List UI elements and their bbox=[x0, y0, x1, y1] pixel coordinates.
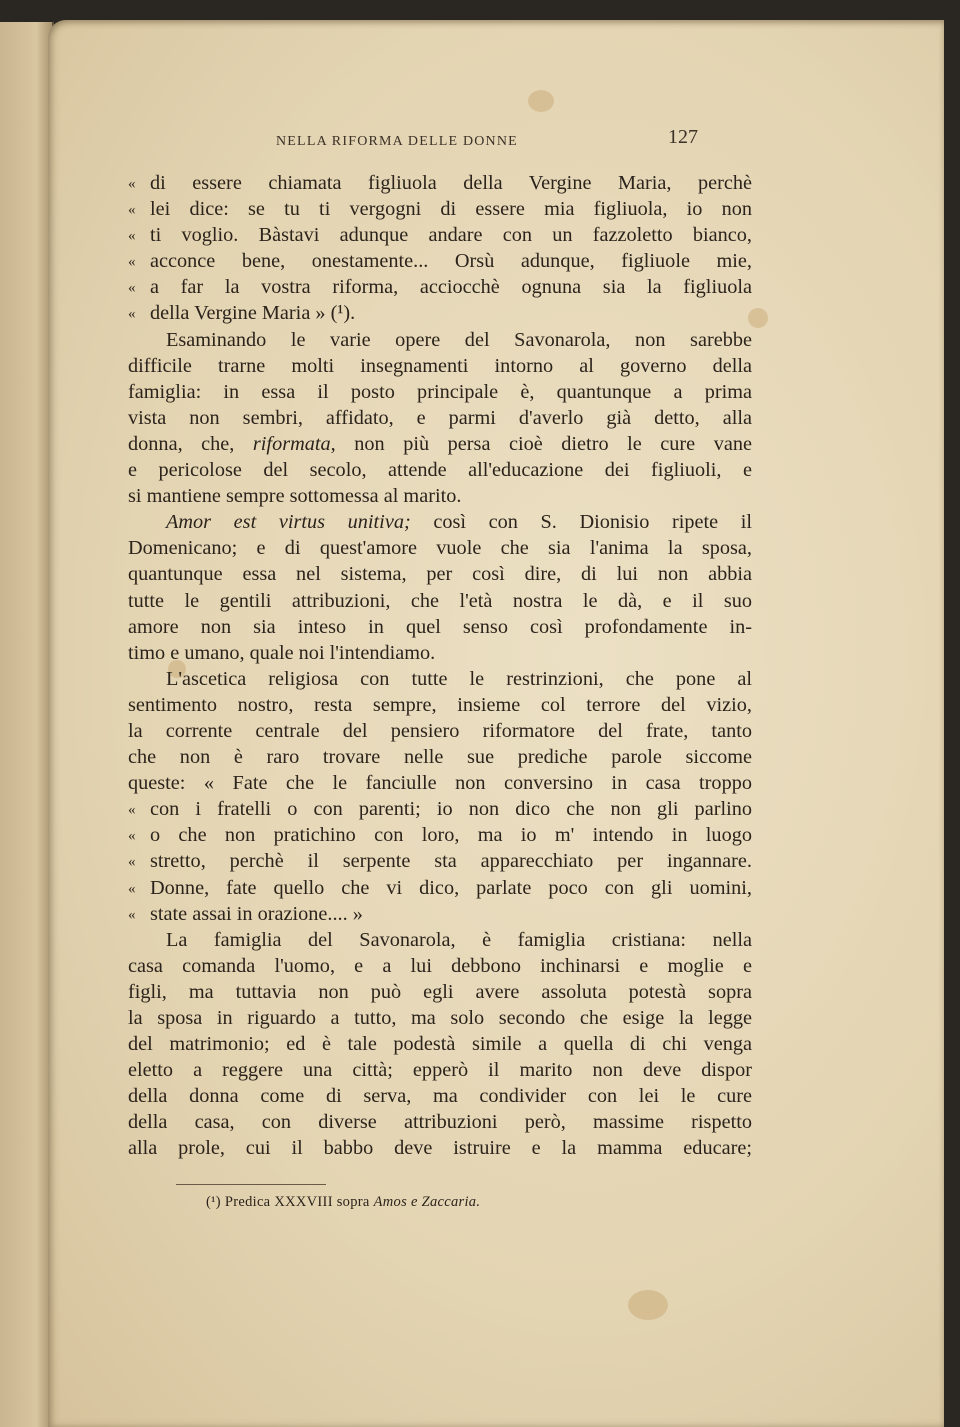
text-line: che non è raro trovare nelle sue prediche parole siccome bbox=[128, 746, 752, 769]
quote-mark: « bbox=[128, 880, 136, 897]
text-line: « state assai in orazione.... » bbox=[128, 901, 752, 927]
text-line: della casa, con diverse attribuzioni però, massime rispetto bbox=[128, 1111, 752, 1134]
text-line: casa comanda l'uomo, e a lui debbono inchinarsi e moglie e bbox=[128, 954, 752, 977]
text-line: « acconce bene, onestamente... Orsù adunque, figliuole mie, bbox=[128, 248, 752, 274]
text-line: « Donne, fate quello che vi dico, parlate poco con gli uomini, bbox=[128, 875, 752, 901]
text-line: « ti voglio. Bàstavi adunque andare con un fazzoletto bianco, bbox=[128, 222, 752, 248]
text-line: amore non sia inteso in quel senso così profondamente in- bbox=[128, 615, 752, 638]
text-line: « lei dice: se tu ti vergogni di essere mia figliuola, io non bbox=[128, 196, 752, 222]
text-line: « di essere chiamata figliuola della Vergine Maria, perchè bbox=[128, 170, 752, 196]
footnote-marker: (¹) bbox=[206, 1194, 221, 1210]
text-line: Amor est virtus unitiva; così con S. Dionisio ripete il bbox=[166, 511, 752, 534]
text-line: famiglia: in essa il posto principale è, quantunque a prima bbox=[128, 380, 752, 403]
text-line: Domenicano; e di quest'amore vuole che sia l'anima la sposa, bbox=[128, 537, 752, 560]
quote-mark: « bbox=[128, 228, 136, 245]
text-line: L'ascetica religiosa con tutte le restrinzioni, che pone al bbox=[166, 667, 752, 690]
quote-mark: « bbox=[128, 306, 136, 323]
quote-mark: « bbox=[128, 176, 136, 192]
text-line: tutte le gentili attribuzioni, che l'età nostra le dà, e il suo bbox=[128, 589, 752, 612]
footnote-rule bbox=[176, 1184, 326, 1185]
text-line: del matrimonio; ed è tale podestà simile a quella di chi venga bbox=[128, 1033, 752, 1056]
text-line: la corrente centrale del pensiero riformatore del frate, tanto bbox=[128, 719, 752, 742]
facing-page-edge bbox=[0, 22, 54, 1427]
footnote bbox=[206, 1194, 480, 1211]
text-line: alla prole, cui il babbo deve istruire e la mamma educare; bbox=[128, 1137, 752, 1160]
quote-mark: « bbox=[128, 202, 136, 219]
quote-mark: « bbox=[128, 854, 136, 871]
foxing-spot bbox=[528, 90, 554, 112]
page-header bbox=[0, 114, 960, 154]
body-text bbox=[128, 170, 752, 1162]
text-line: « o che non pratichino con loro, ma io m' intendo in luogo bbox=[128, 822, 752, 848]
quote-mark: « bbox=[128, 906, 136, 923]
text-line: vista non sembri, affidato, e parmi d'averlo già detto, alla bbox=[128, 406, 752, 429]
running-head: NELLA RIFORMA DELLE DONNE bbox=[276, 134, 518, 149]
quote-mark: « bbox=[128, 280, 136, 297]
text-line: si mantiene sempre sottomessa al marito. bbox=[128, 485, 462, 508]
paragraph-para-3 bbox=[128, 666, 752, 927]
footnote-text: Predica XXXVIII sopra bbox=[224, 1194, 370, 1210]
text-line: difficile trarne molti insegnamenti intorno al governo della bbox=[128, 354, 752, 377]
foxing-spot bbox=[628, 1290, 668, 1320]
footnote-title: Amos e Zaccaria. bbox=[373, 1194, 481, 1210]
text-line: quantunque essa nel sistema, per così dire, di lui non abbia bbox=[128, 563, 752, 586]
text-line: sentimento nostro, resta sempre, insieme col terrore del vizio, bbox=[128, 693, 752, 716]
paragraph-quote-1 bbox=[128, 170, 752, 327]
paragraph-para-2 bbox=[128, 509, 752, 666]
text-line: eletto a reggere una città; epperò il marito non deve dispor bbox=[128, 1059, 752, 1082]
quote-mark: « bbox=[128, 828, 136, 845]
text-line: timo e umano, quale noi l'intendiamo. bbox=[128, 641, 436, 664]
text-line: donna, che, riformata, non più persa cioè dietro le cure vane bbox=[128, 432, 752, 455]
text-line: « stretto, perchè il serpente sta apparecchiato per ingannare. bbox=[128, 848, 752, 874]
text-line: e pericolose del secolo, attende all'educazione dei figliuoli, e bbox=[128, 459, 752, 482]
text-line: « della Vergine Maria » (¹). bbox=[128, 300, 752, 326]
page-number: 127 bbox=[668, 126, 698, 148]
text-line: La famiglia del Savonarola, è famiglia cristiana: nella bbox=[166, 928, 752, 951]
text-line: della donna come di serva, ma condivider con lei le cure bbox=[128, 1085, 752, 1108]
text-line: Esaminando le varie opere del Savonarola, non sarebbe bbox=[166, 328, 752, 351]
paragraph-para-4 bbox=[128, 927, 752, 1162]
text-line: « con i fratelli o con parenti; io non dico che non gli parlino bbox=[128, 796, 752, 822]
quote-mark: « bbox=[128, 254, 136, 271]
quote-mark: « bbox=[128, 802, 136, 819]
text-line: la sposa in riguardo a tutto, ma solo secondo che esige la legge bbox=[128, 1007, 752, 1029]
text-line: « a far la vostra riforma, acciocchè ognuna sia la figliuola bbox=[128, 274, 752, 300]
text-line: queste: « Fate che le fanciulle non conversino in casa troppo bbox=[128, 772, 752, 795]
text-line: figli, ma tuttavia non può egli avere assoluta potestà sopra bbox=[128, 980, 752, 1003]
paragraph-para-1 bbox=[128, 327, 752, 510]
